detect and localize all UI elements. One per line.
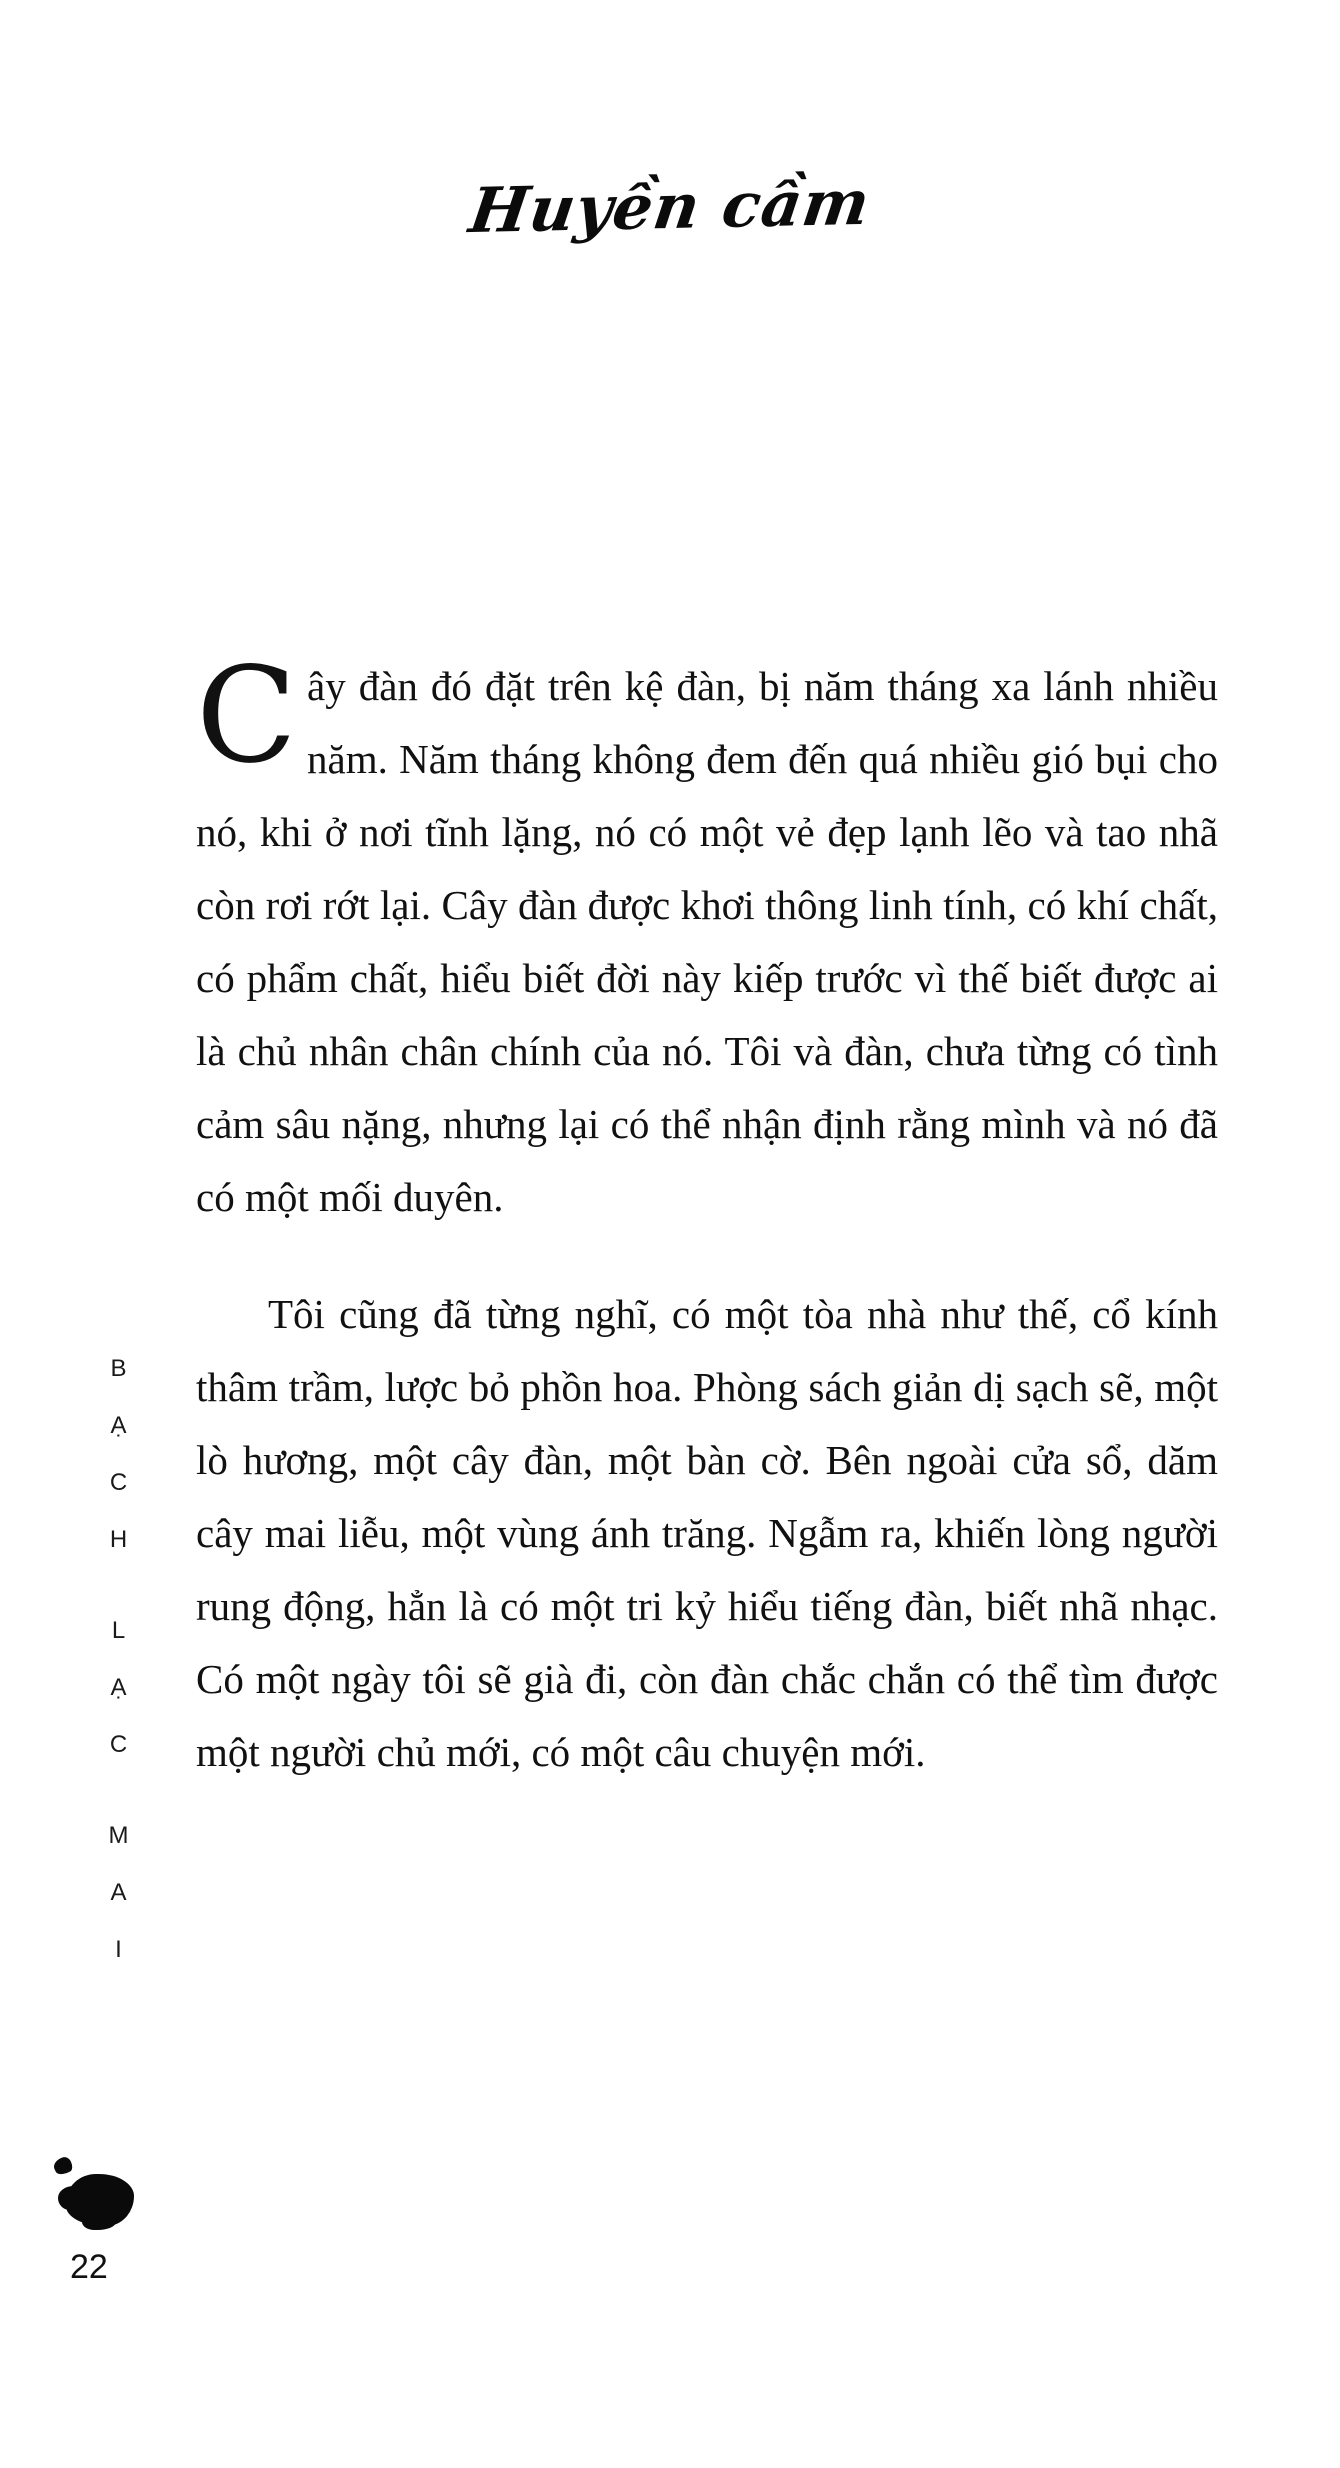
ink-fleck-icon bbox=[51, 2155, 74, 2177]
paragraph: Tôi cũng đã từng nghĩ, có một tòa nhà như thế, cổ kính thâm trầm, lược bỏ phồn hoa. Phòng sách giản dị sạch sẽ, một lò hương, một cây đàn, một bàn cờ. Bên ngoài cửa sổ, dăm cây mai liễu, một vùng ánh trăng. Ngẫm ra, khiến lòng người rung động, hẳn là có một tri kỷ hiểu tiếng đàn, biết nhã nhạc. Có một ngày tôi sẽ già đi, còn đàn chắc chắn có thể tìm được một người chủ mới, có một câu chuyện mới. bbox=[196, 1291, 1218, 1775]
running-head-letter: H bbox=[109, 1525, 129, 1553]
running-head-letter: A bbox=[110, 1878, 128, 1906]
page-number: 22 bbox=[70, 2248, 108, 2286]
ink-blot-ornament-icon bbox=[52, 2158, 138, 2232]
running-head-letter: C bbox=[109, 1468, 129, 1496]
paragraph: Cây đàn đó đặt trên kệ đàn, bị năm tháng xa lánh nhiều năm. Năm tháng không đem đến quá nhiều gió bụi cho nó, khi ở nơi tĩnh lặng, nó có một vẻ đẹp lạnh lẽo và tao nhã còn rơi rớt lại. Cây đàn được khơi thông linh tính, có khí chất, có phẩm chất, hiểu biết đời này kiếp trước vì thế biết được ai là chủ nhân chân chính của nó. Tôi và đàn, chưa từng có tình cảm sâu nặng, nhưng lại có thể nhận định rằng mình và nó đã có một mối duyên. bbox=[196, 639, 1218, 1220]
running-head-letter: Ạ bbox=[110, 1411, 128, 1439]
vertical-running-head bbox=[96, 1340, 142, 1978]
chapter-title: Huyền cầm bbox=[465, 165, 875, 248]
running-head-letter: B bbox=[110, 1354, 128, 1382]
running-head-letter: I bbox=[115, 1935, 123, 1963]
ink-blob-left bbox=[58, 2186, 84, 2210]
running-head-letter: M bbox=[108, 1821, 130, 1849]
running-head-letter: C bbox=[109, 1730, 129, 1758]
ink-blob-bottom bbox=[82, 2212, 116, 2230]
body-text-column bbox=[196, 639, 1218, 1789]
running-head-letter: L bbox=[111, 1616, 127, 1644]
running-head-letter: Ạ bbox=[110, 1673, 128, 1701]
